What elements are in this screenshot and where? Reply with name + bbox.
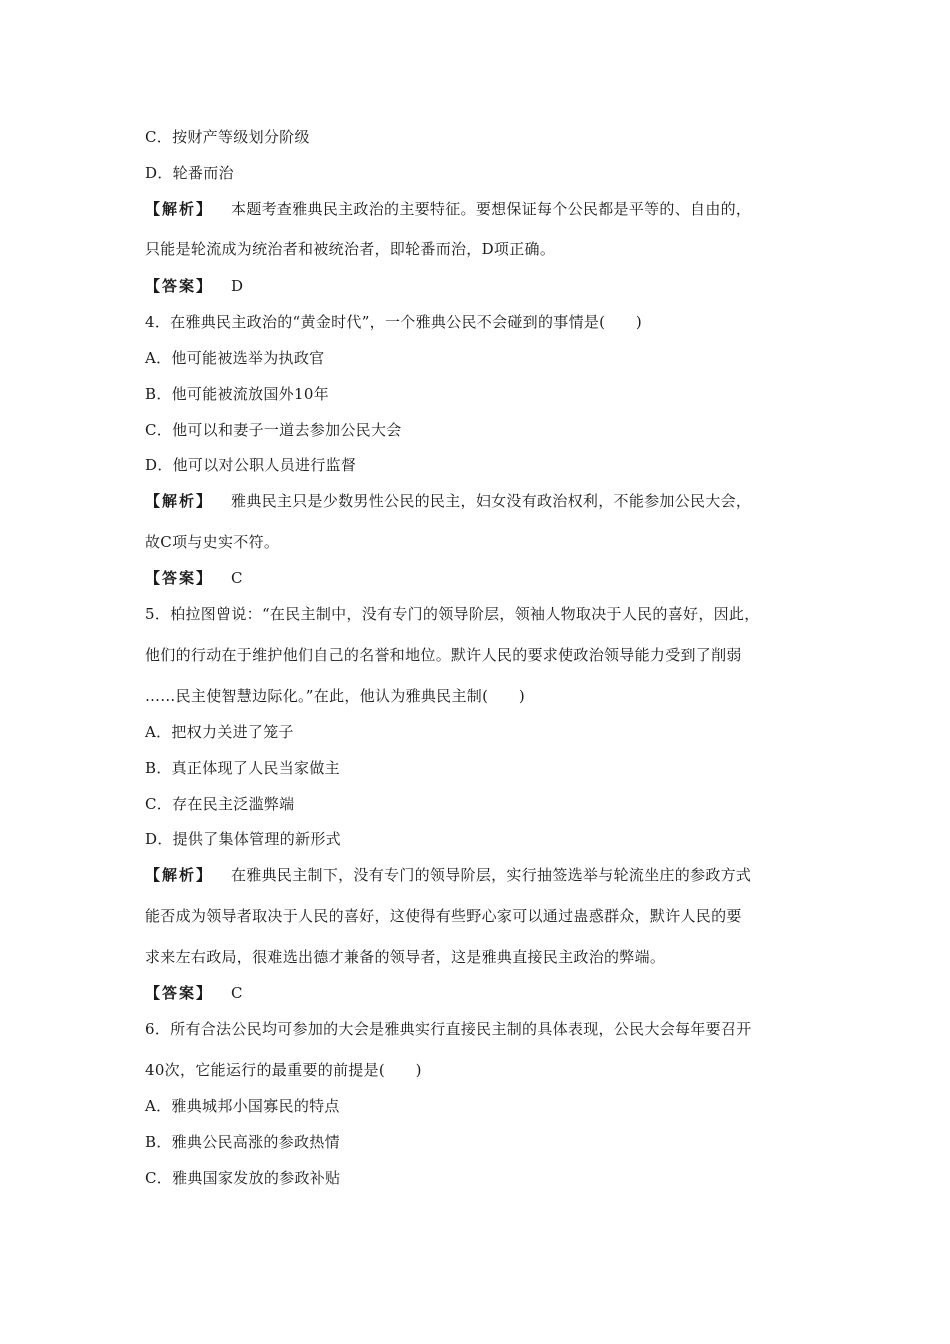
option-b: B．真正体现了人民当家做主 [145,759,340,777]
analysis-tag: 【解析】 [145,866,214,884]
answer-line [145,983,243,1003]
answer-value: C [231,984,243,1002]
option-c: C．存在民主泛滥弊端 [145,795,295,813]
question-5: 5．柏拉图曾说：“在民主制中，没有专门的领导阶层，领袖人物取决于人民的喜好，因此， [145,605,760,623]
question-6: 6．所有合法公民均可参加的大会是雅典实行直接民主制的具体表现，公民大会每年要召开 [145,1020,752,1038]
analysis-text: 雅典民主只是少数男性公民的民主，妇女没有政治权利，不能参加公民大会， [231,492,752,510]
question-text: ……民主使智慧边际化。”在此，他认为雅典民主制( ) [145,687,525,705]
question-text: 40次，它能运行的最重要的前提是( ) [145,1061,422,1079]
analysis-paragraph [145,199,751,219]
analysis-tag: 【解析】 [145,492,214,510]
option-c: C．他可以和妻子一道去参加公民大会 [145,421,402,439]
analysis-text: 本题考查雅典民主政治的主要特征。要想保证每个公民都是平等的、自由的， [231,200,752,218]
answer-tag: 【答案】 [145,569,214,587]
option-c: C．雅典国家发放的参政补贴 [145,1169,341,1187]
answer-value: D [231,277,244,295]
option-c: C．按财产等级划分阶级 [145,128,310,146]
analysis-paragraph [145,865,751,885]
question-text: 他们的行动在于维护他们自己的名誉和地位。默许人民的要求使政治领导能力受到了削弱 [145,646,742,664]
analysis-text: 在雅典民主制下，没有专门的领导阶层，实行抽签选举与轮流坐庄的参政方式 [231,866,752,884]
option-a: A．他可能被选举为执政官 [145,349,325,367]
answer-tag: 【答案】 [145,984,214,1002]
analysis-text: 能否成为领导者取决于人民的喜好，这使得有些野心家可以通过蛊惑群众，默许人民的要 [145,907,742,925]
answer-line [145,276,243,296]
option-a: A．雅典城邦小国寡民的特点 [145,1097,340,1115]
answer-value: C [231,569,243,587]
answer-line [145,568,243,588]
question-4: 4．在雅典民主政治的“黄金时代”，一个雅典公民不会碰到的事情是( ) [145,313,643,331]
analysis-text: 只能是轮流成为统治者和被统治者，即轮番而治，D项正确。 [145,240,556,258]
option-a: A．把权力关进了笼子 [145,723,294,741]
option-d: D．轮番而治 [145,164,234,182]
option-d: D．提供了集体管理的新形式 [145,830,341,848]
answer-tag: 【答案】 [145,277,214,295]
option-b: B．他可能被流放国外10年 [145,385,330,403]
analysis-tag: 【解析】 [145,200,214,218]
analysis-paragraph [145,491,751,511]
option-d: D．他可以对公职人员进行监督 [145,456,357,474]
analysis-text: 求来左右政局，很难选出德才兼备的领导者，这是雅典直接民主政治的弊端。 [145,948,666,966]
analysis-text: 故C项与史实不符。 [145,533,280,551]
option-b: B．雅典公民高涨的参政热情 [145,1133,340,1151]
